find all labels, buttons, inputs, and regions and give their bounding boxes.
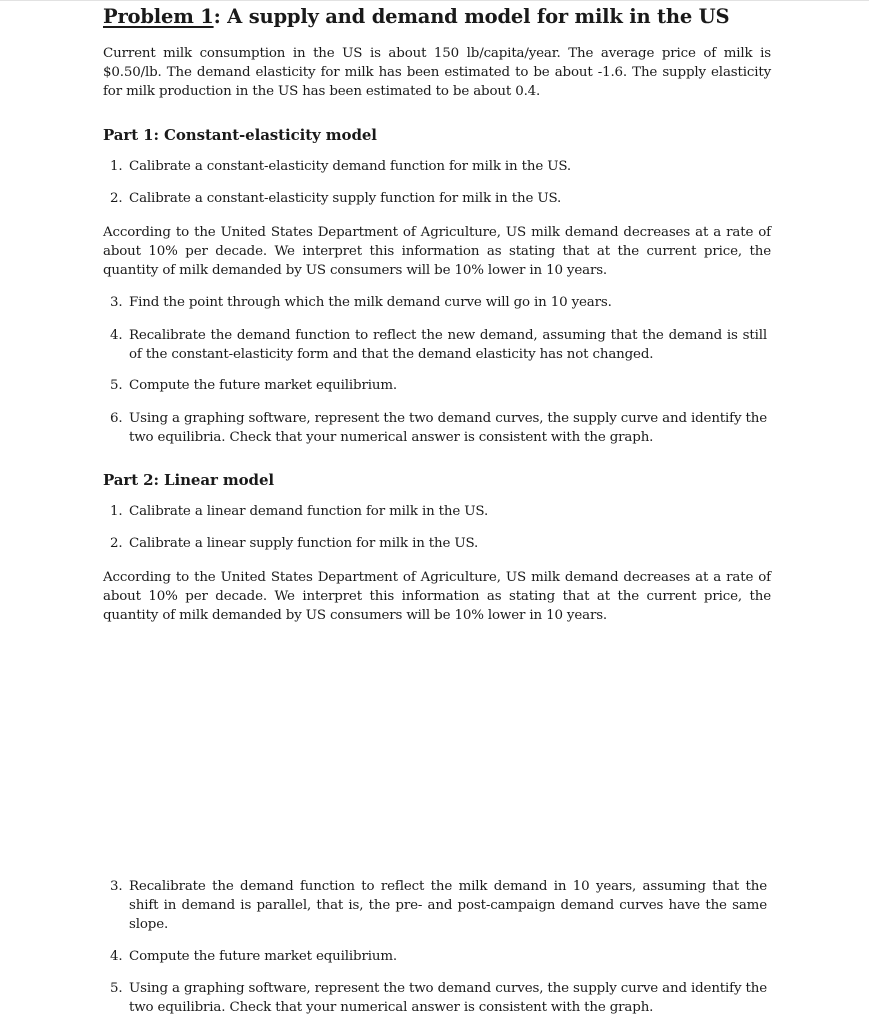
part2-title: Part 2: Linear model [103, 471, 274, 489]
item-text: Recalibrate the demand function to reflect the milk demand in 10 years, assuming that the shift in demand is parallel, that is, the pre- and post-campaign demand curves have the same slope. [129, 879, 767, 933]
part2-item-4 [103, 947, 771, 966]
intro-paragraph: Current milk consumption in the US is about 150 lb/capita/year. The average price of milk is $0.50/lb. The demand elasticity for milk has been estimated to be about -1.6. The supply elasticity for milk production in the US has been estimated to be about 0.4. [103, 46, 771, 100]
item-text: Calibrate a linear supply function for milk in the US. [129, 536, 479, 551]
part2-usda-paragraph: According to the United States Department of Agriculture, US milk demand decreases at a rate of about 10% per decade. We interpret this information as stating that at the current price, the quantity of milk demanded by US consumers will be 10% lower in 10 years. [103, 570, 771, 624]
part2-item-2 [103, 534, 771, 553]
problem-title [103, 5, 729, 28]
problem-title-text: : A supply and demand model for milk in the US [213, 5, 730, 28]
part1-item-3 [103, 293, 771, 312]
item-text: Recalibrate the demand function to reflect the new demand, assuming that the demand is still of the constant-elasticity form and that the demand elasticity has not changed. [129, 328, 767, 363]
part1-item-4 [103, 326, 771, 364]
part2-item-5 [103, 979, 771, 1017]
part1-item-6 [103, 409, 771, 447]
part2-item-3 [103, 877, 771, 935]
answer-space [103, 640, 771, 860]
item-number: 1. [110, 159, 123, 174]
item-number: 1. [110, 504, 123, 519]
item-number: 6. [110, 411, 123, 426]
page-top-rule [0, 0, 869, 1]
item-number: 5. [110, 981, 123, 996]
part1-item-2 [103, 189, 771, 208]
part2-item-1 [103, 502, 771, 521]
item-number: 2. [110, 191, 123, 206]
item-text: Calibrate a linear demand function for milk in the US. [129, 504, 489, 519]
item-number: 4. [110, 328, 123, 343]
item-text: Using a graphing software, represent the two demand curves, the supply curve and identify the two equilibria. Check that your numerical answer is consistent with the graph. [129, 981, 767, 1016]
part1-item-5 [103, 376, 771, 395]
problem-label: Problem 1 [103, 5, 214, 28]
part1-usda-paragraph: According to the United States Department of Agriculture, US milk demand decreases at a rate of about 10% per decade. We interpret this information as stating that at the current price, the quantity of milk demanded by US consumers will be 10% lower in 10 years. [103, 225, 771, 279]
part1-item-1 [103, 157, 771, 176]
item-number: 5. [110, 378, 123, 393]
item-number: 2. [110, 536, 123, 551]
item-text: Calibrate a constant-elasticity demand function for milk in the US. [129, 159, 572, 174]
item-number: 3. [110, 879, 123, 894]
part1-title: Part 1: Constant-elasticity model [103, 126, 377, 144]
item-number: 3. [110, 295, 123, 310]
item-number: 4. [110, 949, 123, 964]
item-text: Calibrate a constant-elasticity supply function for milk in the US. [129, 191, 562, 206]
item-text: Using a graphing software, represent the two demand curves, the supply curve and identify the two equilibria. Check that your numerical answer is consistent with the graph. [129, 411, 767, 446]
item-text: Compute the future market equilibrium. [129, 949, 397, 964]
item-text: Find the point through which the milk demand curve will go in 10 years. [129, 295, 612, 310]
item-text: Compute the future market equilibrium. [129, 378, 397, 393]
